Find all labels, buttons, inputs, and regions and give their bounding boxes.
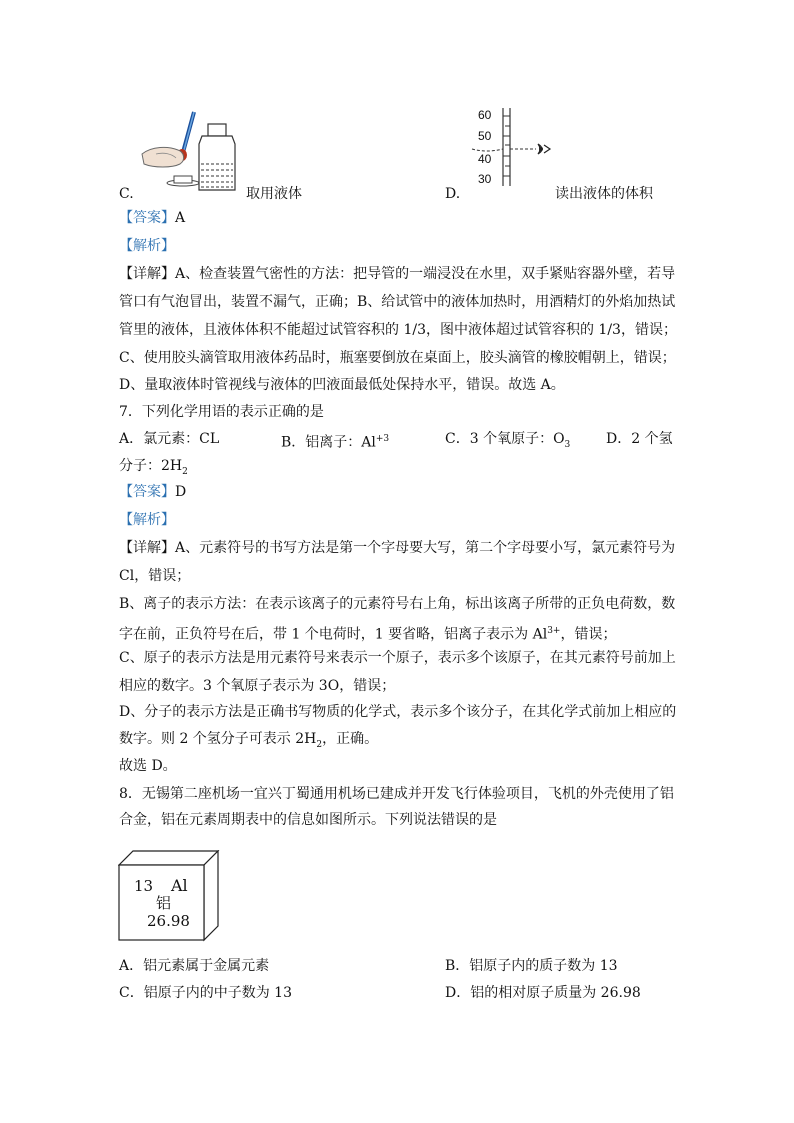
answer-tag: 【答案】 — [119, 210, 175, 226]
option-d-caption: 读出液体的体积 — [555, 186, 653, 202]
q7-detail-line: C、原子的表示方法是用元素符号来表示一个原子，表示多个该原子，在其元素符号前加上 — [119, 650, 676, 666]
subscript: 2 — [182, 466, 188, 477]
subscript: 3 — [564, 439, 571, 450]
detail-text: 字在前，正负符号在后，带 1 个电荷时，1 要省略，铝离子表示为 Al — [119, 626, 548, 643]
q6-detail-line: D、量取液体时管视线与液体的凹液面最低处保持水平，错误。故选 A。 — [119, 377, 565, 393]
q7-detail-line: B、离子的表示方法：在表示该离子的元素符号右上角，标出该离子所带的正负电荷数，数 — [119, 596, 676, 612]
cylinder-tick-60: 60 — [478, 108, 492, 122]
cylinder-tick-30: 30 — [478, 172, 492, 186]
answer-tag: 【答案】 — [119, 484, 175, 500]
element-number: 13 — [134, 877, 154, 895]
cylinder-tick-40: 40 — [478, 152, 492, 166]
detail-text: ，错误； — [560, 626, 617, 643]
element-name: 铝 — [156, 894, 172, 912]
q7-detail-line: D、分子的表示方法是正确书写物质的化学式，表示多个该分子，在其化学式前加上相应的 — [119, 704, 677, 720]
q7-option-d-cont — [119, 456, 188, 482]
q8-option-c: C．铝原子内的中子数为 13 — [119, 985, 292, 1001]
detail-text: A、检查装置气密性的方法：把导管的一端浸没在水里，双手紧贴容器外壁，若导 — [175, 266, 676, 282]
q8-stem-line: 合金，铝在元素周期表中的信息如图所示。下列说法错误的是 — [119, 812, 497, 828]
q7-analysis-tag: 【解析】 — [119, 512, 175, 528]
option-text: B．铝离子：Al — [281, 434, 376, 451]
q7-detail-line: 相应的数字。3 个氧原子表示为 3O，错误； — [119, 678, 396, 694]
element-mass: 26.98 — [147, 912, 190, 930]
dropper-bottle-figure — [138, 110, 238, 192]
element-symbol: Al — [171, 876, 188, 895]
q7-answer — [119, 482, 186, 502]
q7-option-a: A．氯元素：CL — [119, 431, 220, 447]
q7-option-c — [445, 429, 570, 455]
option-text: 分子：2H — [119, 458, 183, 474]
q7-detail-line: 故选 D。 — [119, 758, 177, 774]
q6-detail-line — [119, 264, 675, 284]
option-c-letter: C. — [119, 186, 134, 202]
charge-superscript: +3 — [375, 434, 390, 444]
subscript: 2 — [316, 739, 323, 750]
detail-tag: 【详解】 — [119, 540, 175, 556]
q8-option-a: A．铝元素属于金属元素 — [119, 958, 270, 974]
option-text: C．3 个氧原子：O — [445, 431, 565, 447]
q8-option-b: B．铝原子内的质子数为 13 — [445, 958, 618, 974]
cylinder-tick-50: 50 — [478, 129, 492, 143]
q6-analysis-tag: 【解析】 — [119, 238, 175, 254]
q8-stem-line: 8．无锡第二座机场一宜兴丁蜀通用机场已建成并开发飞行体验项目，飞机的外壳使用了铝 — [119, 786, 674, 802]
answer-value: D — [175, 484, 187, 500]
detail-tag: 【详解】 — [119, 266, 175, 282]
q7-option-d: D．2 个氢 — [606, 431, 673, 447]
q8-option-d: D．铝的相对原子质量为 26.98 — [445, 985, 641, 1001]
q7-option-b — [281, 429, 389, 453]
detail-text: 数字。则 2 个氢分子可表示 2H — [119, 731, 317, 747]
q7-detail-line — [119, 729, 378, 755]
option-d-letter: D. — [445, 186, 461, 202]
q6-answer — [119, 208, 185, 228]
q7-stem: 7．下列化学用语的表示正确的是 — [119, 404, 324, 420]
answer-value: A — [175, 210, 186, 226]
detail-text: ，正确。 — [322, 731, 379, 747]
q6-detail-line: C、使用胶头滴管取用液体药品时，瓶塞要倒放在桌面上，胶头滴管的橡胶帽朝上，错误； — [119, 350, 676, 366]
q6-detail-line: 管里的液体，且液体体积不能超过试管容积的 1/3，图中液体超过试管容积的 1/3，错误； — [119, 322, 677, 338]
detail-text: A、元素符号的书写方法是第一个字母要大写，第二个字母要小写，氯元素符号为 — [175, 540, 676, 556]
q7-detail-line — [119, 621, 616, 645]
q7-detail-line: Cl，错误； — [119, 568, 191, 584]
charge-superscript: 3+ — [547, 626, 561, 636]
q6-detail-line: 管口有气泡冒出，装置不漏气，正确；B、给试管中的液体加热时，用酒精灯的外焰加热试 — [119, 294, 676, 310]
q7-detail-line — [119, 538, 675, 558]
option-c-caption: 取用液体 — [246, 186, 302, 202]
